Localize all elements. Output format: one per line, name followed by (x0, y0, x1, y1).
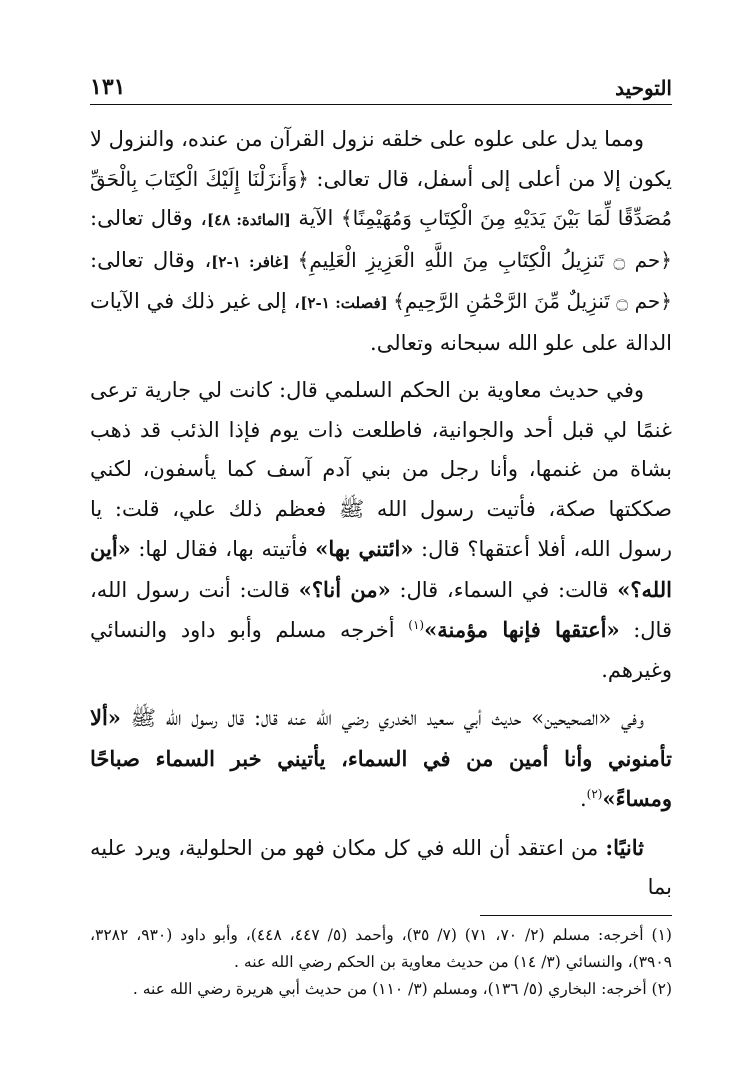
paragraph (90, 698, 672, 820)
footnote-marker[interactable]: (٢) (586, 787, 603, 801)
text-run: وفي حديث معاوية بن الحكم السلمي قال: كانت لي جارية ترعى غنمًا لي قبل أحد والجوانية، فاطلعت ذات يوم فإذا الذئب قد ذهب بشاة من غنمها، وأنا رجل من بني آدم آسف كما يأسفون، لكني صككتها صكة، فأتيت رسول الله ﷺ فعظم ذلك علي، قلت: يا رسول الله، أفلا أعتقها؟ قال: (90, 378, 673, 561)
footnote-2: (٢) أخرجه: البخاري (٥/ ١٣٦)، ومسلم (٣/ ١١٠) من حديث أبي هريرة رضي الله عنه . (132, 980, 672, 998)
footnote-1: (١) أخرجه: مسلم (٢/ ٧٠، ٧١) (٧/ ٣٥)، وأحمد (٥/ ٤٤٧، ٤٤٨)، وأبو داود (٩٣٠، ٣٢٨٢، ٣٩٠٩)، والنسائي (٣/ ١٤) من حديث معاوية بن الحكم رضي الله عنه . (90, 926, 672, 971)
text-run: من اعتقد أن الله في كل مكان فهو من الحلولية، ويرد عليه بما (90, 835, 672, 899)
footnote-marker[interactable]: (١) (408, 618, 425, 632)
text-run: قالت: أنت رسول الله، قال: (90, 577, 672, 642)
page-header (90, 66, 672, 100)
text-run: قالت: في السماء، قال: (390, 577, 618, 602)
hadith-quote: «ألا تأمنوني وأنا أمين من في السماء، يأتيني خبر السماء صباحًا ومساءً» (90, 705, 672, 811)
text-run: أخرجه مسلم وأبو داود والنسائي وغيرهم. (90, 618, 672, 682)
verse-reference: [فصلت: ١-٢] (300, 294, 394, 312)
running-title: التوحيد (615, 76, 672, 100)
body-text (90, 120, 672, 916)
quran-verse: ﴿وَأَنزَلْنَا إِلَيْكَ الْكِتَابَ بِالْحَقِّ مُصَدِّقًا لِّمَا بَيْنَ يَدَيْهِ مِنَ الْكِتَابِ وَمُهَيْمِنًا﴾ (90, 166, 672, 230)
paragraph (90, 371, 672, 690)
text-run: الآية (290, 206, 341, 230)
quran-verse: ﴿حم ۝ تَنزِيلٌ مِّنَ الرَّحْمَٰنِ الرَّحِيمِ﴾ (393, 289, 673, 313)
header-divider (90, 104, 672, 105)
hadith-quote: «من أنا؟» (298, 576, 391, 602)
text-run: وفي «الصحيحين» حديث أبي سعيد الخدري رضي الله عنه قال: قال رسول الله ﷺ (120, 706, 644, 730)
text-run: ، وقال تعالى: (90, 247, 212, 272)
hadith-quote: «أين الله؟» (90, 536, 672, 602)
text-run: فأتيته بها، فقال لها: (130, 537, 316, 561)
verse-reference: [المائدة: ٤٨] (207, 211, 291, 229)
hadith-quote: «ائتني بها» (315, 536, 414, 561)
text-run: ، وقال تعالى: (90, 206, 208, 230)
hadith-quote: «أعتقها فإنها مؤمنة» (424, 617, 620, 642)
text-run: ومما يدل على علوه على خلقه نزول القرآن من عنده، والنزول لا يكون إلا من أعلى إلى أسفل، قال تعالى: (90, 127, 672, 191)
section-label: ثانيًا: (605, 834, 644, 860)
quran-verse: ﴿حم ۝ تَنزِيلُ الْكِتَابِ مِنَ اللَّهِ الْعَزِيزِ الْعَلِيمِ﴾ (297, 247, 672, 272)
paragraph (90, 120, 672, 363)
page-number: ١٣١ (90, 74, 126, 100)
paragraph (90, 828, 672, 908)
text-run: . (579, 787, 587, 811)
text-run: ، إلى غير ذلك في الآيات الدالة على علو الله سبحانه وتعالى. (90, 289, 672, 355)
footnote-divider (480, 915, 672, 916)
verse-reference: [غافر: ١-٢] (211, 252, 298, 271)
footnotes (90, 922, 672, 1003)
